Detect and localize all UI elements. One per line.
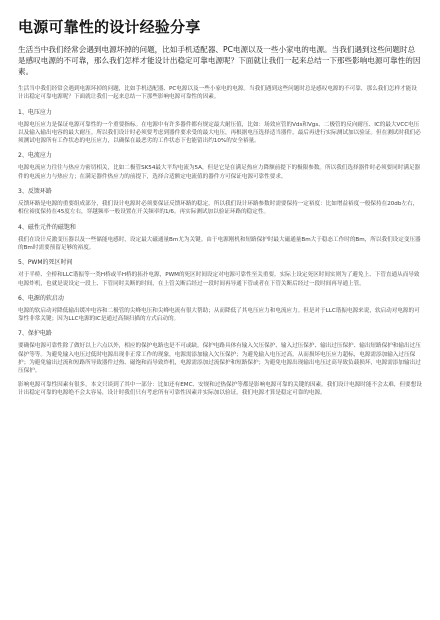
section-heading-voltage-stress: 1、电压应力 [18,108,52,116]
section-text-magnetic-saturation: 我们在设计反激变压器以及一些储能电感时，设定最大磁通量Bm尤为关键。由于电源刚机和短路保护时最大磁通量Bm大于稳态工作时的Bm，所以我们设定变压器的Bm时需要预留足够的裕度。 [18,236,421,251]
document-title: 电源可靠性的设计经验分享 [18,18,201,36]
section-heading-protection-circuit: 7、保护电路 [18,330,52,338]
section-heading-pwm-dead-time: 5、PWM的死区时间 [18,259,73,267]
section-text-protection-circuit: 要确保电源可靠性除了做好以上六点以外，相应的保护电路也是不可或缺。保护电路具体有输入欠压保护、输入过压保护、输出过压保护、输出短路保护和输出过压保护等等。为避免输入电压过低时电源出现非正常工作的现象，电源需添加输入欠压保护；为避免输入电压过高，从而损坏电压应力超标，电源需添加输入过压保护；为避免输出过流和短路所导致器件过热、磁饱和而导致炸机，电源需添加过流保护和短路保护；为避免电源出现输出电压过高导致负载损坏，电源需添加输出过压保护。 [18,343,421,375]
section-heading-feedback-loop: 3、反馈环路 [18,188,52,196]
section-heading-current-stress: 2、电流应力 [18,152,52,160]
section-text-voltage-stress: 电源电压应力是保证电源可靠性的一个重要指标。在电源中有许多器件都有规定最大耐压值，比如：场效应管的Vds和Vgs、二极管的反向耐压、IC的最大VCC电压以及输入输出电容的最大耐压。所以我们设计时必须要考虑到器件要求受的最大电压，再根据电压选择适当器件，最后再进行实际测试加以验证。但在测试时我们必须测试电源所有工作状态的电压应力，以确保在最恶劣的工作状态下也能留出约10%的安全裕量。 [18,121,421,145]
body-intro-paragraph: 生活当中我们经常会遇到电源坏掉的问题，比如手机适配器、PC电源以及一些小家电的电源。当我们遇到这些问题时总是感叹电源的不可靠，那么我们怎样才能设计出稳定可靠电源呢？下面就让我们一起来总结一下那些影响电源可靠性的因素。 [18,86,417,101]
section-text-soft-start: 电源的软启动对降低输出缓冲电容和二极管的尖峰电压和尖峰电流有很大帮助；从而降低了其电压应力和电流应力。但是对于LLC谐振电源来说，软启动对电源的可靠性非常关键；因为LLC电源的IC是通过高频扫描的方式启动的。 [18,307,420,323]
section-text-feedback-loop: 反馈环路是电源的重要组成部分，我们设计电源时必须要保证反馈环路的稳定。所以我们设计环路参数时需要保持一定裕度：比如增益裕度一般保持在20db左右，相位裕度保持在45度左右，穿越频率一般设置在开关频率的1/6。再实际测试加以验证环路的稳定性。 [18,201,419,216]
section-heading-soft-start: 6、电源的软启动 [18,294,64,302]
section-text-pwm-dead-time: 对于半桥、全桥和LLC谐振等一类H桥或半H桥的拓扑电源，PWM的死区时间设定对电源可靠性至关重要。实际上设定死区时间实则为了避免上、下管直通从而导致电源炸机，也就是说设定一段上、下管同时关断的时间，在上管关断后经过一段时间再导通下管或者在下管关断后经过一段时间再导通上管。 [18,272,420,287]
section-heading-magnetic-saturation: 4、磁性元件的磁饱和 [18,223,76,231]
section-text-current-stress: 电源电流应力往往与热应力密切相关，比如二极管SK54最大平均电流为5A，但是它是在满足热应力降额前提下的极限参数。所以我们选择器件时必须要同时满足器件的电流应力与热应力；在满足器件热应力的前提下，选择合适额定电流值的器件方可保证电源可靠性要求。 [18,165,421,180]
intro-paragraph: 生活当中我们经常会遇到电源坏掉的问题，比如手机适配器、PC电源以及一些小家电的电源。当我们遇到这些问题时总是感叹电源的不可靠，那么我们怎样才能设计出稳定可靠电源呢？下面就让我们一起来总结一下那些影响电源可靠性的因素。 [18,45,421,76]
closing-paragraph: 影响电源可靠性因素有很多，本文只谈到了其中一部分：比如还有EMC、安规和过热保护等都是影响电源可靠的关键的因素。我们设计电源时能不会太难，但要想设计出稳定可靠的电源绝不会太容易，设计时我们只有考虑所有可靠性因素并实际加以验证，我们电源才算是稳定可靠的电源。 [18,381,422,396]
